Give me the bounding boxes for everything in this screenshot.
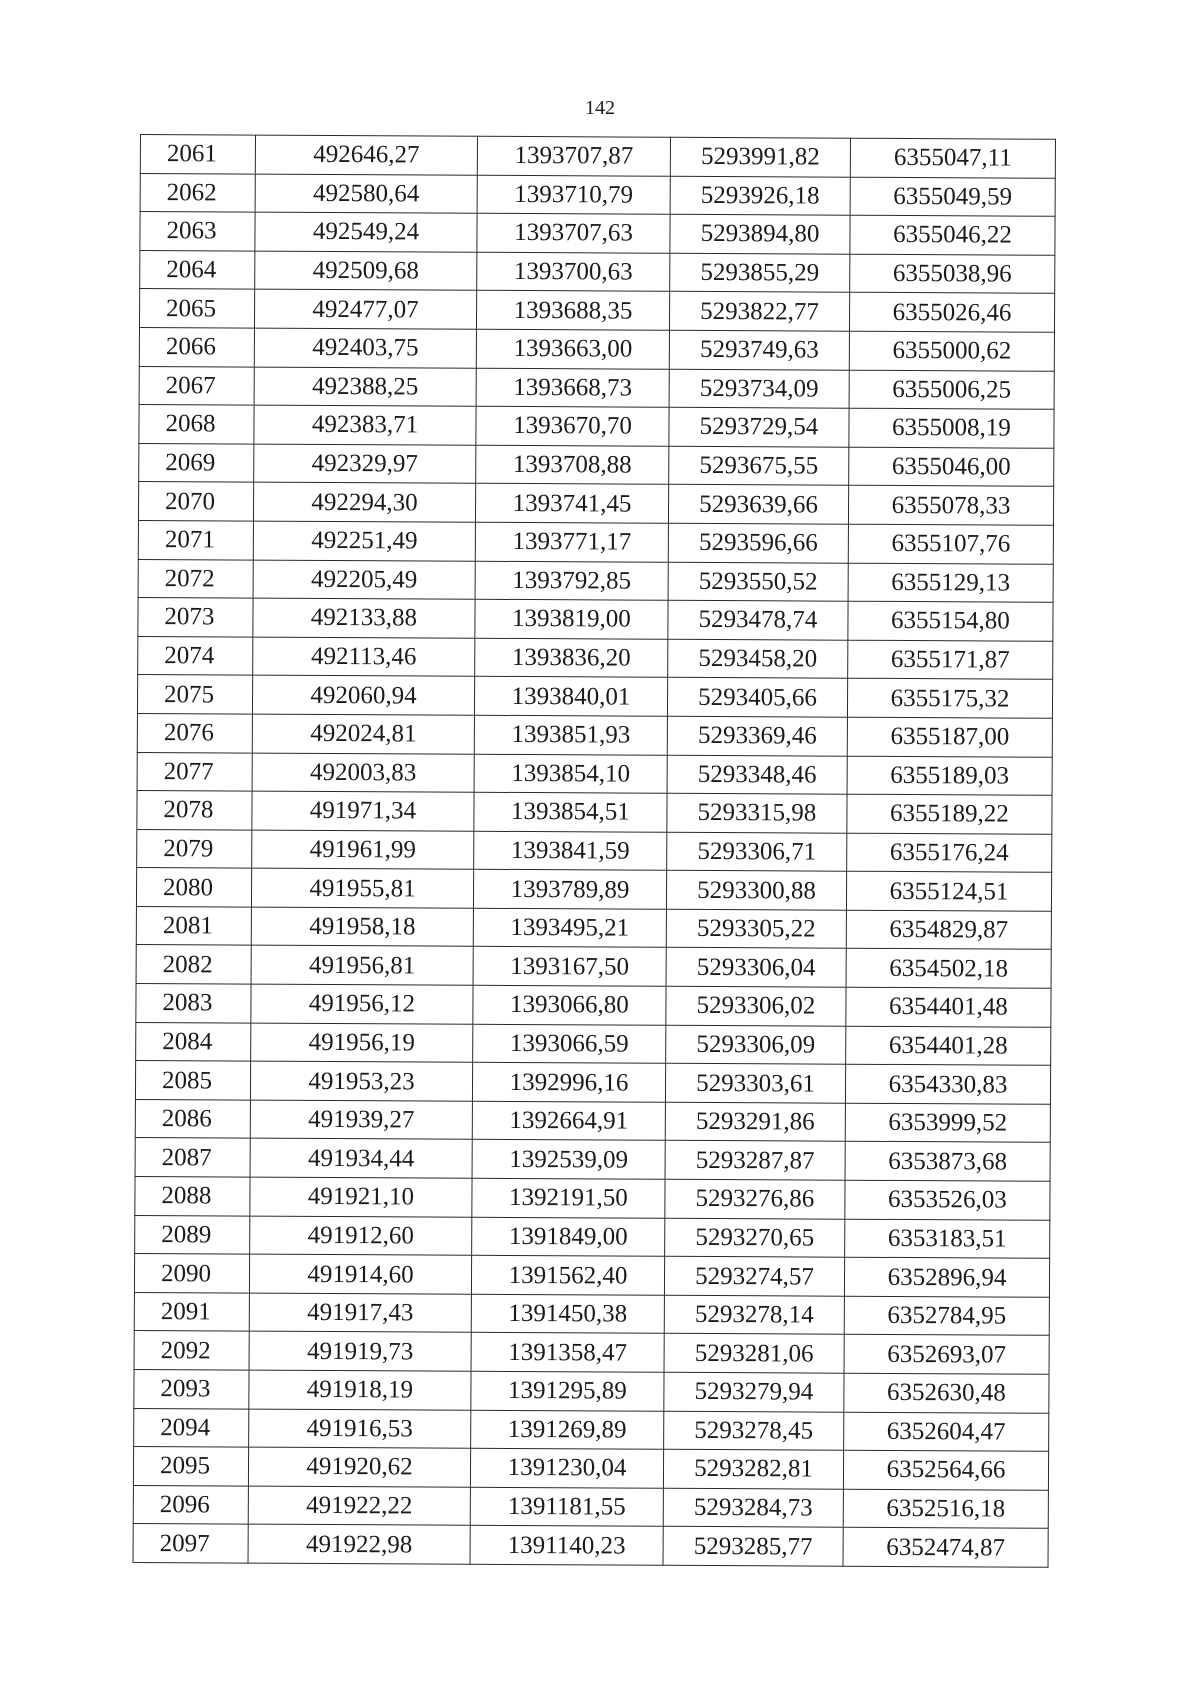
coordinate-cell: 5293405,66 xyxy=(667,678,847,718)
coordinate-cell: 1391140,23 xyxy=(470,1526,663,1566)
coordinate-cell: 492580,64 xyxy=(255,174,477,214)
coordinate-cell: 491922,98 xyxy=(248,1524,470,1564)
coordinate-cell: 1391269,89 xyxy=(471,1410,664,1450)
table-row xyxy=(134,1369,1049,1412)
point-number-cell: 2064 xyxy=(140,250,255,289)
table-row xyxy=(138,520,1053,563)
point-number-cell: 2073 xyxy=(138,598,253,637)
table-row xyxy=(139,366,1054,409)
coordinate-cell: 1393707,87 xyxy=(477,136,670,176)
coordinate-cell: 492251,49 xyxy=(253,521,475,561)
coordinate-cell: 492646,27 xyxy=(255,135,477,175)
coordinate-cell: 1393670,70 xyxy=(476,406,669,446)
coordinate-cell: 5293348,46 xyxy=(667,755,847,795)
coordinate-cell: 1392191,50 xyxy=(472,1178,665,1218)
table-row xyxy=(137,713,1052,756)
table-row xyxy=(138,482,1053,525)
table-row xyxy=(135,1061,1050,1104)
coordinate-cell: 6353999,52 xyxy=(845,1103,1050,1143)
point-number-cell: 2068 xyxy=(139,405,254,444)
coordinate-cell: 5293550,52 xyxy=(668,562,848,602)
coordinate-cell: 5293749,63 xyxy=(669,330,849,370)
table-row xyxy=(135,1177,1050,1220)
table-row xyxy=(139,443,1054,486)
coordinate-cell: 6355047,11 xyxy=(850,138,1055,178)
coordinate-cell: 1391295,89 xyxy=(471,1371,664,1411)
coordinate-cell: 6355189,22 xyxy=(847,794,1052,834)
coordinate-cell: 491955,81 xyxy=(251,868,473,908)
coordinate-cell: 491961,99 xyxy=(252,830,474,870)
coordinate-cell: 1392664,91 xyxy=(472,1101,665,1141)
coordinate-cell: 6355046,22 xyxy=(850,215,1055,255)
coordinate-cell: 492294,30 xyxy=(253,482,475,522)
coordinate-cell: 6355046,00 xyxy=(849,447,1054,487)
coordinate-cell: 491917,43 xyxy=(249,1293,471,1333)
coordinate-cell: 6354401,28 xyxy=(846,1026,1051,1066)
coordinate-cell: 491916,53 xyxy=(249,1409,471,1449)
coordinate-cell: 491956,19 xyxy=(251,1023,473,1063)
point-number-cell: 2079 xyxy=(137,829,252,868)
coordinate-cell: 5293276,86 xyxy=(665,1179,845,1219)
point-number-cell: 2065 xyxy=(139,289,254,328)
coordinate-cell: 1393167,50 xyxy=(473,947,666,987)
coordinate-cell: 1393840,01 xyxy=(474,677,667,717)
coordinate-cell: 6355049,59 xyxy=(850,177,1055,217)
coordinate-cell: 5293926,18 xyxy=(670,176,850,216)
coordinate-cell: 1393710,79 xyxy=(477,175,670,215)
table-row xyxy=(134,1254,1049,1297)
table-row xyxy=(136,984,1051,1027)
point-number-cell: 2078 xyxy=(137,791,252,830)
coordinate-cell: 492205,49 xyxy=(253,560,475,600)
coordinate-cell: 6355038,96 xyxy=(850,254,1055,294)
coordinate-cell: 5293284,73 xyxy=(663,1488,843,1528)
coordinate-cell: 1393854,10 xyxy=(474,754,667,794)
table-row xyxy=(136,1022,1051,1065)
coordinate-cell: 5293596,66 xyxy=(668,523,848,563)
table-row xyxy=(134,1292,1049,1335)
coordinate-cell: 6355189,03 xyxy=(847,756,1052,796)
table-row xyxy=(134,1408,1049,1451)
coordinate-cell: 491919,73 xyxy=(249,1331,471,1371)
coordinate-cell: 492329,97 xyxy=(254,444,476,484)
coordinate-cell: 5293281,06 xyxy=(664,1334,844,1374)
coordinate-cell: 6355000,62 xyxy=(849,331,1054,371)
coordinate-cell: 492383,71 xyxy=(254,405,476,445)
coordinate-cell: 1393771,17 xyxy=(475,522,668,562)
coordinate-cell: 492549,24 xyxy=(255,212,477,252)
point-number-cell: 2087 xyxy=(135,1138,250,1177)
coordinate-cell: 491912,60 xyxy=(250,1216,472,1256)
coordinate-cell: 1393851,93 xyxy=(474,715,667,755)
coordinate-cell: 491939,27 xyxy=(250,1100,472,1140)
coordinate-cell: 1392996,16 xyxy=(472,1063,665,1103)
table-row xyxy=(139,405,1054,448)
coordinate-cell: 6352693,07 xyxy=(844,1335,1049,1375)
coordinate-cell: 492403,75 xyxy=(254,328,476,368)
table-row xyxy=(139,289,1054,332)
coordinate-cell: 5293305,22 xyxy=(666,909,846,949)
coordinate-cell: 6355176,24 xyxy=(847,833,1052,873)
coordinate-cell: 5293303,61 xyxy=(665,1064,845,1104)
table-row xyxy=(140,212,1055,255)
point-number-cell: 2074 xyxy=(138,636,253,675)
coordinate-cell: 1393741,45 xyxy=(475,484,668,524)
coordinate-cell: 492133,88 xyxy=(253,598,475,638)
point-number-cell: 2089 xyxy=(135,1215,250,1254)
table-row xyxy=(136,906,1051,949)
coordinate-cell: 5293734,09 xyxy=(669,369,849,409)
coordinate-cell: 6355078,33 xyxy=(848,486,1053,526)
point-number-cell: 2088 xyxy=(135,1177,250,1216)
coordinate-cell: 5293306,02 xyxy=(666,986,846,1026)
point-number-cell: 2061 xyxy=(140,135,255,174)
coordinate-cell: 6355107,76 xyxy=(848,524,1053,564)
table-row xyxy=(133,1524,1048,1567)
table-row xyxy=(136,945,1051,988)
point-number-cell: 2083 xyxy=(136,984,251,1023)
table-row xyxy=(138,598,1053,641)
coordinate-cell: 492003,83 xyxy=(252,753,474,793)
point-number-cell: 2069 xyxy=(139,443,254,482)
point-number-cell: 2081 xyxy=(136,906,251,945)
coordinate-cell: 1393707,63 xyxy=(477,213,670,253)
coordinate-cell: 491914,60 xyxy=(249,1254,471,1294)
coordinate-cell: 6352516,18 xyxy=(843,1489,1048,1529)
table-row xyxy=(137,791,1052,834)
coordinate-cell: 1393841,59 xyxy=(474,831,667,871)
point-number-cell: 2097 xyxy=(133,1524,248,1563)
table-row xyxy=(136,868,1051,911)
coordinate-cell: 1393819,00 xyxy=(475,599,668,639)
coordinate-cell: 5293274,57 xyxy=(664,1256,844,1296)
coordinate-cell: 1393836,20 xyxy=(475,638,668,678)
coordinate-cell: 6355006,25 xyxy=(849,370,1054,410)
coordinate-cell: 5293855,29 xyxy=(670,253,850,293)
point-number-cell: 2067 xyxy=(139,366,254,405)
coordinate-cell: 6353873,68 xyxy=(845,1142,1050,1182)
coordinate-cell: 1391849,00 xyxy=(472,1217,665,1257)
coordinate-cell: 5293458,20 xyxy=(668,639,848,679)
coordinate-cell: 492477,07 xyxy=(254,289,476,329)
point-number-cell: 2095 xyxy=(133,1447,248,1486)
coordinate-cell: 491918,19 xyxy=(249,1370,471,1410)
coordinate-cell: 6353526,03 xyxy=(845,1180,1050,1220)
coordinate-cell: 5293278,45 xyxy=(664,1411,844,1451)
coordinate-cell: 491920,62 xyxy=(248,1447,470,1487)
coordinate-cell: 1391230,04 xyxy=(470,1448,663,1488)
coordinate-cell: 491971,34 xyxy=(252,791,474,831)
coordinate-cell: 5293991,82 xyxy=(670,137,850,177)
coordinate-cell: 5293287,87 xyxy=(665,1141,845,1181)
coordinate-cell: 492509,68 xyxy=(255,251,477,291)
table-row xyxy=(138,559,1053,602)
point-number-cell: 2086 xyxy=(135,1099,250,1138)
coordinate-cell: 5293282,81 xyxy=(663,1449,843,1489)
coordinate-cell: 6352604,47 xyxy=(844,1412,1049,1452)
coordinate-cell: 5293822,77 xyxy=(669,292,849,332)
point-number-cell: 2062 xyxy=(140,173,255,212)
coordinate-cell: 1392539,09 xyxy=(472,1140,665,1180)
point-number-cell: 2077 xyxy=(137,752,252,791)
point-number-cell: 2066 xyxy=(139,327,254,366)
coordinate-cell: 5293306,09 xyxy=(666,1025,846,1065)
coordinate-cell: 5293315,98 xyxy=(667,793,847,833)
coordinate-cell: 5293894,80 xyxy=(670,214,850,254)
point-number-cell: 2075 xyxy=(137,675,252,714)
coordinate-cell: 491953,23 xyxy=(250,1061,472,1101)
point-number-cell: 2091 xyxy=(134,1292,249,1331)
table-row xyxy=(140,173,1055,216)
coordinate-cell: 6355026,46 xyxy=(849,293,1054,333)
coordinate-cell: 5293369,46 xyxy=(667,716,847,756)
coordinate-cell: 1391358,47 xyxy=(471,1333,664,1373)
coordinate-cell: 6352564,66 xyxy=(843,1450,1048,1490)
coordinate-cell: 6352784,95 xyxy=(844,1296,1049,1336)
table-row xyxy=(137,675,1052,718)
table-row xyxy=(137,752,1052,795)
point-number-cell: 2070 xyxy=(138,482,253,521)
coordinates-table xyxy=(133,134,1056,1568)
coordinate-cell: 1393495,21 xyxy=(473,908,666,948)
coordinate-cell: 5293478,74 xyxy=(668,600,848,640)
coordinate-cell: 6355124,51 xyxy=(846,871,1051,911)
coordinate-cell: 6355008,19 xyxy=(849,408,1054,448)
coordinate-cell: 1393700,63 xyxy=(477,252,670,292)
coordinate-cell: 491934,44 xyxy=(250,1139,472,1179)
point-number-cell: 2076 xyxy=(137,713,252,752)
coordinate-cell: 1393668,73 xyxy=(476,368,669,408)
coordinate-cell: 5293306,04 xyxy=(666,948,846,988)
point-number-cell: 2071 xyxy=(138,520,253,559)
coordinate-cell: 492388,25 xyxy=(254,367,476,407)
table-row xyxy=(134,1331,1049,1374)
coordinate-cell: 492024,81 xyxy=(252,714,474,754)
coordinate-cell: 491922,22 xyxy=(248,1486,470,1526)
table-row xyxy=(138,636,1053,679)
coordinate-cell: 6355175,32 xyxy=(847,679,1052,719)
coordinate-cell: 5293285,77 xyxy=(663,1527,843,1567)
coordinate-cell: 5293291,86 xyxy=(665,1102,845,1142)
coordinate-cell: 5293639,66 xyxy=(668,485,848,525)
coordinate-cell: 492113,46 xyxy=(253,637,475,677)
coordinate-cell: 6355187,00 xyxy=(847,717,1052,757)
coordinate-cell: 1393854,51 xyxy=(474,792,667,832)
table-row xyxy=(135,1138,1050,1181)
coordinate-cell: 1393688,35 xyxy=(476,291,669,331)
coordinate-cell: 491956,12 xyxy=(251,984,473,1024)
coordinate-cell: 5293306,71 xyxy=(667,832,847,872)
coordinate-cell: 1393663,00 xyxy=(476,329,669,369)
coordinate-cell: 6355171,87 xyxy=(848,640,1053,680)
coordinate-cell: 6353183,51 xyxy=(845,1219,1050,1259)
coordinate-cell: 492060,94 xyxy=(252,675,474,715)
point-number-cell: 2090 xyxy=(134,1254,249,1293)
coordinate-cell: 5293300,88 xyxy=(666,871,846,911)
coordinate-cell: 6355154,80 xyxy=(848,601,1053,641)
point-number-cell: 2084 xyxy=(136,1022,251,1061)
coordinate-cell: 6354330,83 xyxy=(845,1064,1050,1104)
coordinate-cell: 6352630,48 xyxy=(844,1373,1049,1413)
coordinate-cell: 5293278,14 xyxy=(664,1295,844,1335)
point-number-cell: 2080 xyxy=(136,868,251,907)
table-row xyxy=(135,1215,1050,1258)
point-number-cell: 2063 xyxy=(140,212,255,251)
coordinate-cell: 491921,10 xyxy=(250,1177,472,1217)
coordinate-cell: 5293270,65 xyxy=(665,1218,845,1258)
table-row xyxy=(139,327,1054,370)
coordinate-cell: 6354829,87 xyxy=(846,910,1051,950)
coordinate-cell: 6352474,87 xyxy=(843,1528,1048,1568)
coordinate-cell: 491956,81 xyxy=(251,946,473,986)
coordinate-cell: 5293279,94 xyxy=(664,1372,844,1412)
coordinate-cell: 6354502,18 xyxy=(846,949,1051,989)
coordinate-cell: 491958,18 xyxy=(251,907,473,947)
coordinate-cell: 5293675,55 xyxy=(669,446,849,486)
table-row xyxy=(140,250,1055,293)
coordinate-cell: 1393066,59 xyxy=(473,1024,666,1064)
point-number-cell: 2085 xyxy=(135,1061,250,1100)
coordinate-cell: 6352896,94 xyxy=(844,1257,1049,1297)
point-number-cell: 2082 xyxy=(136,945,251,984)
coordinate-cell: 1391181,55 xyxy=(470,1487,663,1527)
coordinate-cell: 1393792,85 xyxy=(475,561,668,601)
table-row xyxy=(135,1099,1050,1142)
coordinates-table-body xyxy=(133,135,1055,1568)
point-number-cell: 2072 xyxy=(138,559,253,598)
coordinate-cell: 1393708,88 xyxy=(476,445,669,485)
table-row xyxy=(133,1485,1048,1528)
point-number-cell: 2094 xyxy=(134,1408,249,1447)
point-number-cell: 2093 xyxy=(134,1369,249,1408)
point-number-cell: 2096 xyxy=(133,1485,248,1524)
table-row xyxy=(133,1447,1048,1490)
page-number: 142 xyxy=(585,97,615,119)
coordinate-cell: 5293729,54 xyxy=(669,407,849,447)
point-number-cell: 2092 xyxy=(134,1331,249,1370)
coordinate-cell: 1391450,38 xyxy=(471,1294,664,1334)
coordinate-cell: 6354401,48 xyxy=(846,987,1051,1027)
table-row xyxy=(140,135,1055,178)
coordinate-cell: 1393066,80 xyxy=(473,985,666,1025)
coordinate-cell: 1393789,89 xyxy=(473,870,666,910)
coordinate-cell: 1391562,40 xyxy=(471,1255,664,1295)
table-row xyxy=(137,829,1052,872)
coordinate-cell: 6355129,13 xyxy=(848,563,1053,603)
